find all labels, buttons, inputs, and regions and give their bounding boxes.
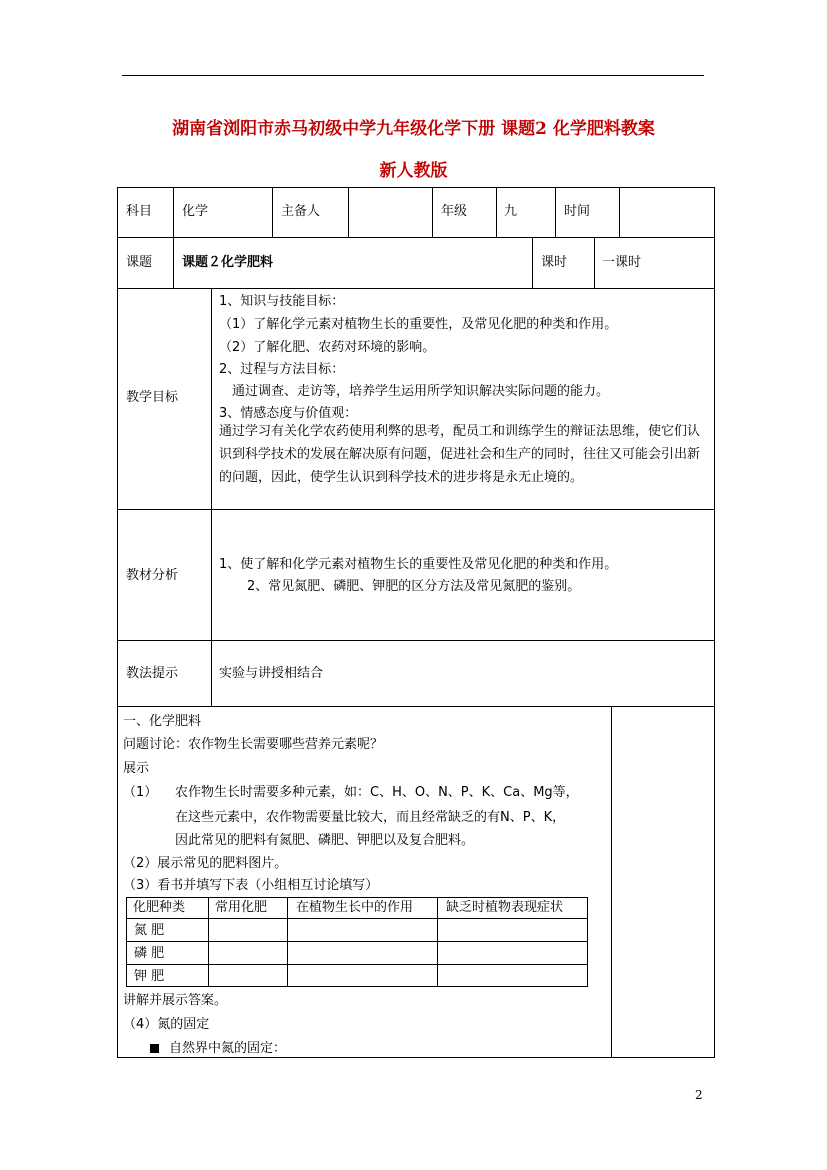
fert-col-divider xyxy=(437,897,438,987)
fert-header: 化肥种类 xyxy=(133,900,186,915)
header-rule xyxy=(122,75,704,76)
fert-header: 在植物生长中的作用 xyxy=(296,900,414,915)
col-divider xyxy=(555,187,556,237)
fert-row-label: 磷 肥 xyxy=(134,946,165,961)
objective-line: 2、过程与方法目标： xyxy=(219,362,345,377)
item3: （3）看书并填写下表（小组相互讨论填写） xyxy=(123,878,379,893)
col-divider xyxy=(611,706,612,1058)
item4: （4）氮的固定 xyxy=(123,1017,210,1032)
row-divider xyxy=(117,288,715,289)
analysis-line: 1、使了解和化学元素对植物生长的重要性及常见化肥的种类和作用。 xyxy=(219,557,618,572)
method-value: 实验与讲授相结合 xyxy=(219,666,324,681)
grade-label: 年级 xyxy=(441,204,468,219)
item1-number: （1） xyxy=(123,785,158,800)
content-question: 问题讨论：农作物生长需要哪些营养元素呢？ xyxy=(123,737,384,752)
col-divider xyxy=(173,237,174,288)
col-divider xyxy=(173,187,174,237)
topic-value: 课题２化学肥料 xyxy=(182,255,274,270)
subject-value: 化学 xyxy=(182,204,209,219)
subject-label: 科目 xyxy=(126,204,153,219)
time-label: 时间 xyxy=(564,204,591,219)
item1-line: 农作物生长时需要多种元素，如：C、H、O、N、P、K、Ca、Mg等， xyxy=(175,785,579,800)
col-divider xyxy=(496,187,497,237)
objective-line: 通过调查、走访等，培养学生运用所学知识解决实际问题的能力。 xyxy=(219,384,610,399)
fert-row-label: 钾 肥 xyxy=(134,969,165,984)
preparer-label: 主备人 xyxy=(281,204,321,219)
fert-col-divider xyxy=(287,897,288,987)
analysis-label: 教材分析 xyxy=(126,568,179,583)
col-divider xyxy=(432,187,433,237)
topic-label: 课题 xyxy=(126,255,153,270)
fert-col-divider xyxy=(208,897,209,987)
method-label: 教法提示 xyxy=(126,666,179,681)
col-divider xyxy=(594,237,595,288)
objective-line: （1）了解化学元素对植物生长的重要性，及常见化肥的种类和作用。 xyxy=(219,317,618,332)
row-divider xyxy=(117,509,715,510)
period-value: 一课时 xyxy=(602,255,642,270)
objective-line: 1、知识与技能目标： xyxy=(219,294,345,309)
col-divider xyxy=(619,187,620,237)
col-divider xyxy=(211,288,212,706)
item2: （2）展示常见的肥料图片。 xyxy=(123,856,288,871)
fert-row-divider xyxy=(126,941,588,942)
fert-row-label: 氮 肥 xyxy=(134,923,165,938)
page-number: 2 xyxy=(695,1088,703,1102)
content-show: 展示 xyxy=(123,761,150,776)
fert-header: 缺乏时植物表现症状 xyxy=(446,900,564,915)
fert-row-divider xyxy=(126,964,588,965)
objective-line: 3、情感态度与价值观： xyxy=(219,406,358,421)
item1-line: 因此常见的肥料有氮肥、磷肥、钾肥以及复合肥料。 xyxy=(175,833,475,848)
period-label: 课时 xyxy=(541,255,568,270)
document-subtitle: 新人教版 xyxy=(379,161,448,181)
objectives-label: 教学目标 xyxy=(126,390,179,405)
bullet-item xyxy=(150,1037,286,1060)
item1-line: 在这些元素中，农作物需要量比较大，而且经常缺乏的有N、P、K， xyxy=(175,810,566,825)
col-divider xyxy=(272,187,273,237)
bullet-square-icon xyxy=(150,1044,159,1053)
row-divider xyxy=(117,706,715,707)
row-divider xyxy=(117,640,715,641)
fert-header: 常用化肥 xyxy=(215,900,268,915)
objective-paragraph: 通过学习有关化学农药使用利弊的思考，配员工和训练学生的辩证法思维，使它们认识到科学技术的发展在解决原有问题，促进社会和生产的同时，往往又可能会引出新的问题，因此，使学生认识到科学技术的进步将是永无止境的。 xyxy=(219,424,701,485)
col-divider xyxy=(532,237,533,288)
grade-value: 九 xyxy=(504,204,518,219)
document-title: 湖南省浏阳市赤马初级中学九年级化学下册 课题2 化学肥料教案 xyxy=(172,119,655,139)
after-table-text: 讲解并展示答案。 xyxy=(123,993,228,1008)
col-divider xyxy=(348,187,349,237)
analysis-line: 2、常见氮肥、磷肥、钾肥的区分方法及常见氮肥的鉴别。 xyxy=(247,579,581,594)
content-heading: 一、化学肥料 xyxy=(123,714,202,729)
bullet-text: 自然界中氮的固定： xyxy=(169,1041,287,1056)
objective-line: （2）了解化肥、农药对环境的影响。 xyxy=(219,340,436,355)
row-divider xyxy=(117,237,715,238)
